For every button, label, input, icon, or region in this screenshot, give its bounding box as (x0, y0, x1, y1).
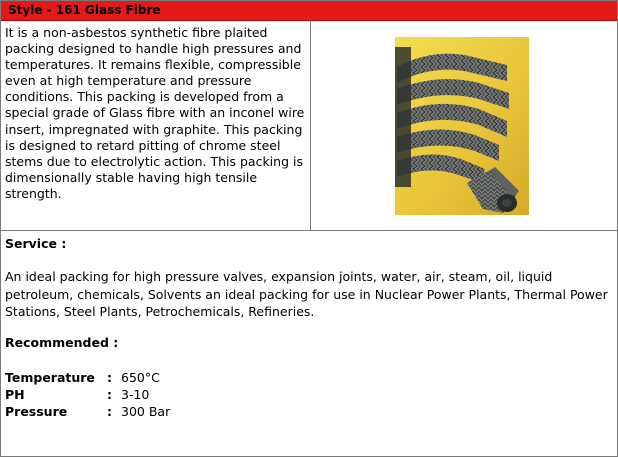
product-description: It is a non-asbestos synthetic fibre plaited packing designed to handle high pressures and temperatures. It remains flexible, compressible even at high temperature and pressure conditions. This packing is developed from a special grade of Glass fibre with an inconel wire insert, impregnated with graphite. This packing is designed to retard pitting of chrome steel stems due to electrolytic action. This packing is dimensionally stable having high tensile strength. (5, 25, 305, 201)
spec-row-temperature (5, 369, 305, 386)
recommended-heading: Recommended : (5, 335, 119, 350)
description-row (1, 21, 617, 231)
spec-label: Pressure (5, 404, 68, 419)
spec-label: Temperature (5, 370, 95, 385)
spec-list (5, 369, 305, 420)
product-title: Style - 161 Glass Fibre (8, 3, 161, 17)
image-cell (311, 21, 617, 230)
product-image (395, 37, 529, 215)
spec-row-ph (5, 386, 305, 403)
spec-separator: : (107, 387, 112, 402)
title-bar (1, 1, 617, 21)
service-heading: Service : (5, 236, 67, 251)
spec-separator: : (107, 404, 112, 419)
spec-value: 650°C (121, 370, 160, 385)
spec-separator: : (107, 370, 112, 385)
service-text: An ideal packing for high pressure valves, expansion joints, water, air, steam, oil, liquid petroleum, chemicals, Solvents an ideal packing for use in Nuclear Power Plants, Thermal Power Stations, Steel Plants, Petrochemicals, Refineries. (5, 269, 608, 319)
spec-value: 300 Bar (121, 404, 171, 419)
spec-label: PH (5, 387, 25, 402)
details-row (1, 231, 617, 456)
spec-row-pressure (5, 403, 305, 420)
description-cell (1, 21, 311, 230)
spec-value: 3-10 (121, 387, 150, 402)
